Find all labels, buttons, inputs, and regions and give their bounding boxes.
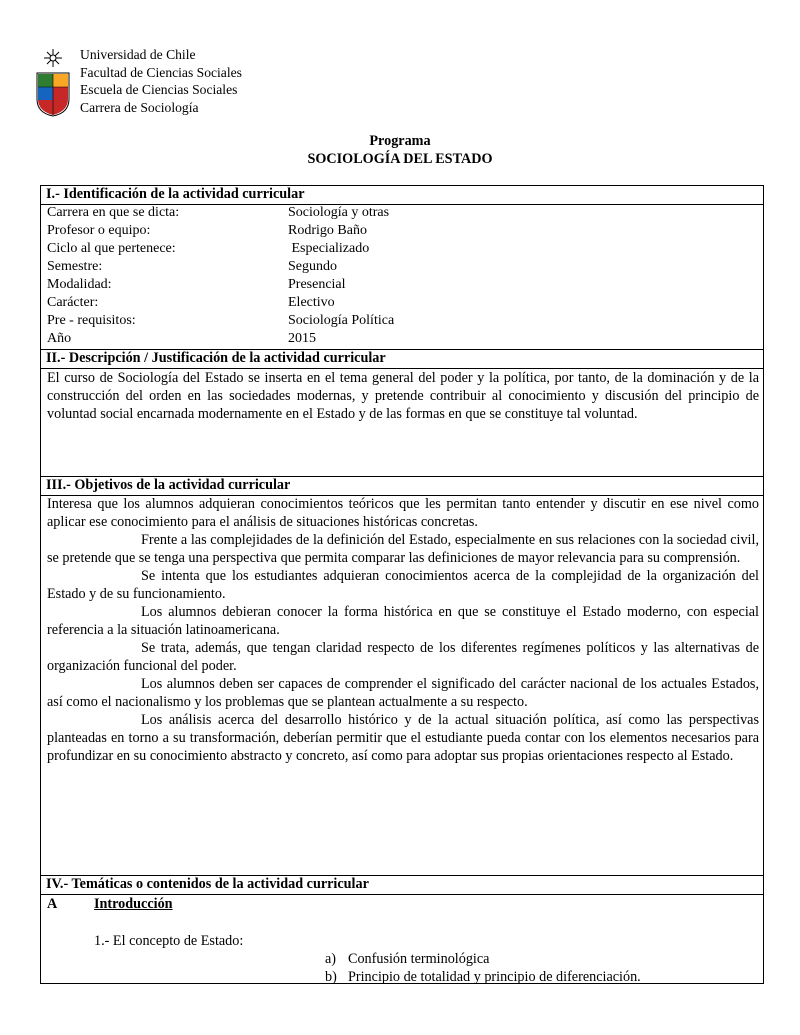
institution-line: Carrera de Sociología [80, 99, 199, 115]
subitem-text: Principio de totalidad y principio de diferenciación. [348, 969, 641, 985]
field-value: Presencial [288, 277, 346, 292]
field-value: Segundo [288, 259, 337, 274]
paragraph: Los alumnos deben ser capaces de comprender el significado del carácter nacional de los actuales Estados, así como el nacionalismo y los problemas que se plantean actualmente a su respecto. [47, 676, 759, 710]
doc-type: Programa [369, 133, 431, 149]
university-crest-icon [35, 47, 71, 117]
unit-letter: A [47, 896, 58, 912]
content-item: 1.- El concepto de Estado: [94, 933, 244, 949]
field-value: Electivo [288, 295, 335, 310]
field-label: Año [47, 331, 72, 346]
field-label: Carácter: [47, 295, 99, 310]
subitem-text: Confusión terminológica [348, 951, 490, 967]
institution-block [80, 46, 242, 116]
section-objectives [40, 476, 764, 496]
paragraph: Se intenta que los estudiantes adquieran conocimientos acerca de la complejidad de la organización del Estado y de su funcionamiento. [47, 568, 759, 602]
field-label: Semestre: [47, 259, 103, 274]
section-heading: III.- Objetivos de la actividad curricular [40, 477, 764, 496]
unit-title: Introducción [94, 896, 173, 912]
field-label: Carrera en que se dicta: [47, 205, 180, 220]
field-label: Ciclo al que pertenece: [47, 241, 176, 256]
page-title: SOCIOLOGÍA DEL ESTADO [307, 151, 493, 167]
field-label: Pre - requisitos: [47, 313, 136, 328]
field-value: 2015 [288, 331, 316, 346]
section-contents [40, 875, 764, 895]
field-label: Modalidad: [47, 277, 112, 292]
section-heading: II.- Descripción / Justificación de la actividad curricular [40, 350, 764, 369]
section-heading: I.- Identificación de la actividad curricular [40, 186, 764, 205]
institution-line: Facultad de Ciencias Sociales [80, 64, 242, 80]
section-description [40, 349, 764, 369]
field-value: Sociología y otras [288, 205, 390, 220]
subitem-label: b) [325, 969, 337, 985]
subitem-label: a) [325, 951, 337, 967]
field-value: Especializado [288, 241, 370, 256]
paragraph: Los análisis acerca del desarrollo histórico y de la actual situación política, así como las perspectivas planteadas en torno a su transformación, deberían permitir que el estudiante pueda contar con los elementos necesarios para profundizar en su conocimiento abstracto y concreto, así como para adoptar sus propias orientaciones respecto al Estado. [47, 712, 759, 764]
paragraph: Interesa que los alumnos adquieran conocimientos teóricos que les permitan tanto entender y discutir en ese nivel como aplicar ese conocimiento para el análisis de situaciones históricas concretas. [47, 496, 759, 530]
field-label: Profesor o equipo: [47, 223, 151, 238]
field-value: Rodrigo Baño [288, 223, 367, 238]
paragraph: Frente a las complejidades de la definición del Estado, especialmente en sus relaciones con la sociedad civil, se pretende que se tenga una perspectiva que permita comparar las definiciones de mayor relevancia para su comprensión. [47, 532, 759, 566]
paragraph: Los alumnos debieran conocer la forma histórica en que se constituye el Estado moderno, con especial referencia a la situación latinoamericana. [47, 604, 759, 638]
paragraph: El curso de Sociología del Estado se inserta en el tema general del poder y la política, por tanto, de la dominación y de la construcción del orden en las sociedades modernas, y pretende contribuir al conocimiento y discusión del principio de voluntad social encarnada modernamente en el Estado y de las formas en que se constituye tal voluntad. [47, 370, 759, 422]
objectives-text [47, 495, 759, 765]
description-text [47, 369, 759, 423]
section-heading: IV.- Temáticas o contenidos de la actividad curricular [40, 876, 764, 895]
institution-line: Escuela de Ciencias Sociales [80, 82, 238, 97]
field-value: Sociología Política [288, 313, 395, 328]
section-identification [40, 185, 764, 205]
institution-line: Universidad de Chile [80, 47, 196, 62]
paragraph: Se trata, además, que tengan claridad respecto de los diferentes regímenes políticos y las alternativas de organización funcional del poder. [47, 640, 759, 674]
